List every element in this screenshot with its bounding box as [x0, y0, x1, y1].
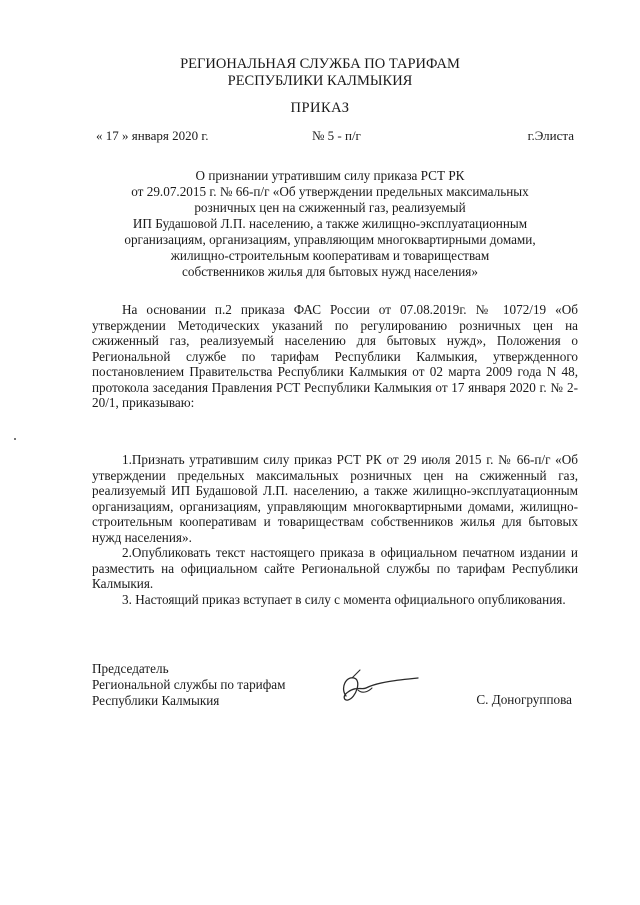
signatory-title [92, 661, 285, 709]
subject-line: организациям, организациям, управляющим многоквартирными домами, [124, 232, 536, 247]
handwritten-signature [332, 668, 422, 708]
basis-paragraph: На основании п.2 приказа ФАС России от 07.08.2019г. № 1072/19 «Об утверждении Методических указаний по регулированию розничных цен на сжиженный газ, реализуемый населению для бытовых нужд», Положения о Региональной службе по тарифам Республики Калмыкия, утвержденного постановлением Правительства Республики Калмыкия от 02 марта 2009 года N 48, протокола заседания Правления РСТ Республики Калмыкия от 17 января 2020 г. № 2-20/1, приказываю: [92, 302, 578, 410]
scan-speck [14, 438, 16, 440]
document-title: ПРИКАЗ [290, 100, 350, 116]
subject-line: от 29.07.2015 г. № 66-п/г «Об утверждении предельных максимальных [131, 184, 529, 199]
order-item-3: 3. Настоящий приказ вступает в силу с момента официального опубликования. [122, 591, 566, 607]
signer-name: С. Доногруппова [476, 692, 572, 707]
organization-header [0, 56, 640, 90]
signatory-line-1: Председатель [92, 661, 169, 676]
signatory-line-3: Республики Калмыкия [92, 693, 220, 708]
document-date: « 17 » января 2020 г. [96, 128, 209, 143]
signatory-line-2: Региональной службы по тарифам [92, 677, 286, 692]
header-line-1: РЕГИОНАЛЬНАЯ СЛУЖБА ПО ТАРИФАМ [180, 56, 460, 72]
subject-line: жилищно-строительным кооперативам и товариществам [170, 248, 490, 263]
order-item-1: 1.Признать утратившим силу приказ РСТ РК от 29 июля 2015 г. № 66-п/г «Об утверждении предельных максимальных розничных цен на сжиженный газ, реализуемый ИП Будашовой Л.П. населению, а также жилищно-эксплуатационным организациям, организациям, управляющим многоквартирными домами, жилищно-строительным кооперативам и товариществам собственников жилья для бытовых нужд населения». [92, 452, 578, 545]
document-subject [100, 168, 560, 280]
subject-line: ИП Будашовой Л.П. населению, а также жилищно-эксплуатационным [132, 216, 528, 231]
document-city: г.Элиста [527, 128, 574, 143]
subject-line: собственников жилья для бытовых нужд населения» [182, 264, 478, 279]
subject-line: розничных цен на сжиженный газ, реализуемый [194, 200, 466, 215]
subject-line: О признании утратившим силу приказа РСТ РК [195, 168, 465, 183]
basis-paragraph-block [92, 302, 578, 411]
order-items [92, 452, 578, 607]
document-number: № 5 - п/г [312, 128, 361, 143]
order-item-2: 2.Опубликовать текст настоящего приказа в официальном печатном издании и разместить на официальном сайте Региональной службы по тарифам Республики Калмыкия. [92, 545, 578, 591]
header-line-2: РЕСПУБЛИКИ КАЛМЫКИЯ [227, 73, 413, 89]
